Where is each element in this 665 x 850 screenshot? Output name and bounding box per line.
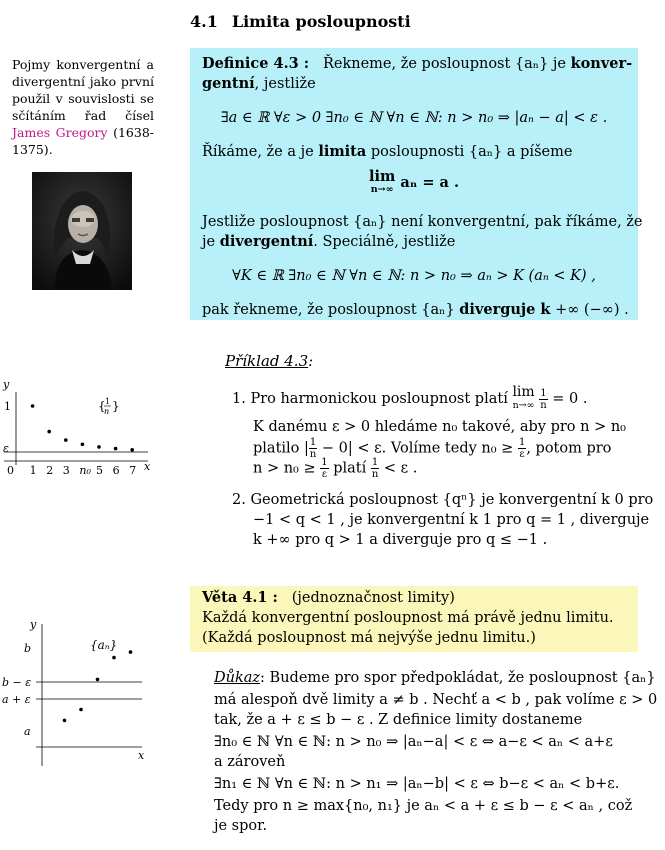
item1-l4-b: platí bbox=[328, 460, 371, 477]
example-item-2-line-3: k +∞ pro q > 1 a diverguje pro q ≤ −1 . bbox=[253, 532, 548, 548]
item1-lim-sub: n→∞ bbox=[512, 400, 535, 411]
plot1-point bbox=[64, 438, 68, 442]
frac-den-5: n bbox=[371, 469, 379, 480]
limit-term: limita bbox=[318, 143, 367, 160]
diverge-term: diverguje k bbox=[459, 301, 551, 318]
example-item-1-line-1 bbox=[232, 386, 587, 412]
gregory-link[interactable]: James Gregory bbox=[12, 125, 108, 140]
frac-num-5: 1 bbox=[371, 457, 379, 468]
theorem-label: Věta 4.1 : bbox=[202, 589, 278, 606]
proof-line-3: tak, že a + ε ≤ b − ε . Z definice limity dostaneme bbox=[214, 712, 583, 728]
plot1-seq-close: } bbox=[112, 399, 120, 413]
item1-lim-word: lim bbox=[512, 384, 535, 400]
section-number: 4.1 bbox=[190, 12, 218, 31]
proof-line-4: ∃n₀ ∈ ℕ ∀n ∈ ℕ: n > n₀ ⇒ |aₙ−a| < ε ⇔ a−ε < aₙ < a+ε bbox=[214, 734, 613, 750]
proof-line-5: a zároveň bbox=[214, 754, 286, 770]
plot1-point bbox=[97, 445, 101, 449]
plot1-sequence-label bbox=[98, 397, 120, 416]
plot1-seq-num: 1 bbox=[105, 397, 111, 406]
plot1-x-tick: 0 bbox=[7, 464, 14, 477]
proof-text-1: Budeme pro spor předpokládat, že posloupnost {aₙ} bbox=[264, 670, 656, 686]
definition-term-1: konver- bbox=[570, 55, 633, 72]
lim-operator bbox=[369, 170, 395, 196]
theorem-subtitle: (jednoznačnost limity) bbox=[291, 590, 455, 606]
plot2-point bbox=[112, 656, 116, 660]
example-item-2-line-1: 2. Geometrická posloupnost {qⁿ} je konvergentní k 0 pro bbox=[232, 492, 654, 508]
item1-l3-c: , potom pro bbox=[526, 440, 612, 457]
item1-lim bbox=[512, 386, 534, 412]
lim-word: lim bbox=[368, 168, 396, 185]
definition-intro: Řekneme, že posloupnost {aₙ} je bbox=[322, 56, 571, 72]
plot2-tick-b-minus-eps: b − ε bbox=[2, 676, 32, 689]
definition-line-2 bbox=[202, 74, 316, 94]
margin-note-text: Pojmy konvergentní a divergentní jako první použil v souvislosti se sčítáním řad čísel bbox=[12, 57, 154, 123]
plot2-y-label: y bbox=[30, 618, 37, 631]
two-limits-plot bbox=[0, 612, 160, 772]
section-title bbox=[190, 12, 411, 31]
plot1-y-label: y bbox=[3, 378, 10, 391]
plot2-points bbox=[63, 650, 133, 722]
plot1-x-tick: n₀ bbox=[79, 464, 91, 477]
frac-den-2: n bbox=[309, 449, 317, 460]
proof-line-1 bbox=[214, 668, 656, 688]
divergent-line-1: Jestliže posloupnost {aₙ} není konvergentní, pak říkáme, že bbox=[202, 214, 643, 230]
plot1-x-tick: 5 bbox=[96, 464, 103, 477]
frac-num-3: 1 bbox=[518, 437, 526, 448]
plot1-seq-open: { bbox=[98, 399, 106, 413]
item1-l4-c: < ε . bbox=[379, 460, 418, 477]
example-label: Příklad 4.3 bbox=[225, 352, 309, 370]
diverge-text-a: pak řekneme, že posloupnost {aₙ} bbox=[202, 302, 460, 318]
frac-1-over-n-3 bbox=[371, 457, 379, 480]
example-item-1-line-2: K danému ε > 0 hledáme n₀ takové, aby pro n > n₀ bbox=[253, 419, 626, 435]
limit-definition-line bbox=[202, 142, 572, 162]
plot1-point bbox=[47, 430, 51, 434]
plot2-tick-a: a bbox=[24, 725, 31, 738]
frac-num-4: 1 bbox=[321, 457, 328, 468]
definition-intro-end: , jestliže bbox=[254, 76, 316, 92]
definition-term-2: gentní bbox=[202, 75, 255, 92]
example-colon: : bbox=[308, 352, 314, 370]
item1-l3-a: platilo | bbox=[253, 440, 309, 457]
harmonic-sequence-plot bbox=[0, 370, 160, 480]
definition-formula-1: ∃a ∈ ℝ ∀ε > 0 ∃n₀ ∈ ℕ ∀n ∈ ℕ: n > n₀ ⇒ |aₙ − a| < ε . bbox=[220, 110, 608, 126]
example-heading bbox=[225, 352, 313, 370]
plot1-x-tick: 6 bbox=[112, 464, 120, 477]
diverge-line bbox=[202, 300, 629, 320]
plot2-point bbox=[96, 678, 100, 682]
plot2-point bbox=[129, 650, 133, 654]
limit-text-a: Říkáme, že a je bbox=[202, 144, 319, 160]
section-title-text: Limita posloupnosti bbox=[231, 12, 411, 31]
plot1-point bbox=[130, 448, 134, 452]
item1-text-a: 1. Pro harmonickou posloupnost platí bbox=[232, 391, 513, 407]
plot2-x-label: x bbox=[138, 749, 145, 762]
definition-box bbox=[190, 48, 643, 320]
plot2-tick-a-plus-eps: a + ε bbox=[2, 693, 31, 706]
limit-notation bbox=[190, 170, 638, 196]
portrait-james-gregory bbox=[32, 172, 132, 290]
divergent-line-2 bbox=[202, 232, 455, 252]
plot1-x-tick: 3 bbox=[62, 464, 70, 477]
diverge-text-c: +∞ (−∞) . bbox=[550, 302, 629, 318]
frac-num-2: 1 bbox=[309, 437, 317, 448]
frac-num: 1 bbox=[540, 387, 547, 399]
plot1-x-tick: 7 bbox=[129, 464, 137, 477]
margin-note-years: (1638-1375). bbox=[12, 125, 154, 157]
plot1-tick-1: 1 bbox=[4, 400, 11, 413]
plot1-point bbox=[81, 443, 85, 447]
div-text-d: . Speciálně, jestliže bbox=[313, 234, 456, 250]
plot1-tick-epsilon: ε bbox=[3, 442, 9, 455]
theorem-box bbox=[190, 586, 638, 652]
div-text-b: je bbox=[202, 234, 220, 250]
plot2-point bbox=[63, 719, 67, 723]
frac-den: n bbox=[540, 399, 547, 411]
plot2-tick-b: b bbox=[24, 642, 32, 655]
frac-den-4: ε bbox=[321, 469, 328, 480]
margin-note bbox=[12, 56, 154, 158]
plot1-seq-den: n bbox=[104, 407, 110, 416]
plot1-x-tick: 2 bbox=[46, 464, 54, 477]
proof-line-7: Tedy pro n ≥ max{n₀, n₁} je aₙ < a + ε ≤ b − ε < aₙ , což bbox=[214, 798, 633, 814]
definition-line-1 bbox=[202, 54, 632, 74]
divergent-term: divergentní bbox=[219, 233, 314, 250]
example-item-2-line-2: −1 < q < 1 , je konvergentní k 1 pro q = 1 , diverguje bbox=[253, 512, 650, 528]
frac-den-3: ε bbox=[519, 449, 525, 460]
plot2-sequence-label: {aₙ} bbox=[90, 638, 118, 652]
theorem-line-2: (Každá posloupnost má nejvýše jednu limitu.) bbox=[202, 630, 536, 646]
plot1-x-label: x bbox=[144, 460, 151, 473]
definition-formula-2: ∀K ∈ ℝ ∃n₀ ∈ ℕ ∀n ∈ ℕ: n > n₀ ⇒ aₙ > K (aₙ < K) , bbox=[232, 268, 596, 284]
item1-l3-b: − 0| < ε. Volíme tedy n₀ ≥ bbox=[317, 440, 518, 457]
theorem-line-1: Každá konvergentní posloupnost má právě jednu limitu. bbox=[202, 610, 614, 626]
proof-colon: : bbox=[260, 670, 265, 686]
example-item-1-line-4 bbox=[253, 457, 417, 480]
definition-label: Definice 4.3 : bbox=[202, 55, 310, 72]
plot1-point bbox=[114, 447, 118, 451]
plot1-x-ticks bbox=[7, 464, 136, 477]
proof-line-2: má alespoň dvě limity a ≠ b . Nechť a < b , pak volíme ε > 0 bbox=[214, 692, 658, 708]
frac-1-over-n bbox=[539, 388, 547, 411]
item1-text-b: = 0 . bbox=[547, 391, 588, 407]
theorem-title-line bbox=[202, 588, 455, 608]
plot1-x-tick: 1 bbox=[29, 464, 37, 477]
item1-l4-a: n > n₀ ≥ bbox=[253, 460, 321, 477]
plot2-point bbox=[79, 708, 83, 712]
proof-line-8: je spor. bbox=[214, 818, 268, 834]
proof-line-6: ∃n₁ ∈ ℕ ∀n ∈ ℕ: n > n₁ ⇒ |aₙ−b| < ε ⇔ b−ε < aₙ < b+ε. bbox=[214, 776, 620, 792]
frac-1-over-eps-2 bbox=[320, 457, 328, 480]
proof-label: Důkaz bbox=[214, 670, 261, 686]
lim-rest: aₙ = a . bbox=[400, 174, 460, 191]
limit-text-c: posloupnosti {aₙ} a píšeme bbox=[366, 144, 573, 160]
lim-sub: n→∞ bbox=[370, 184, 394, 195]
plot1-point bbox=[31, 404, 35, 408]
